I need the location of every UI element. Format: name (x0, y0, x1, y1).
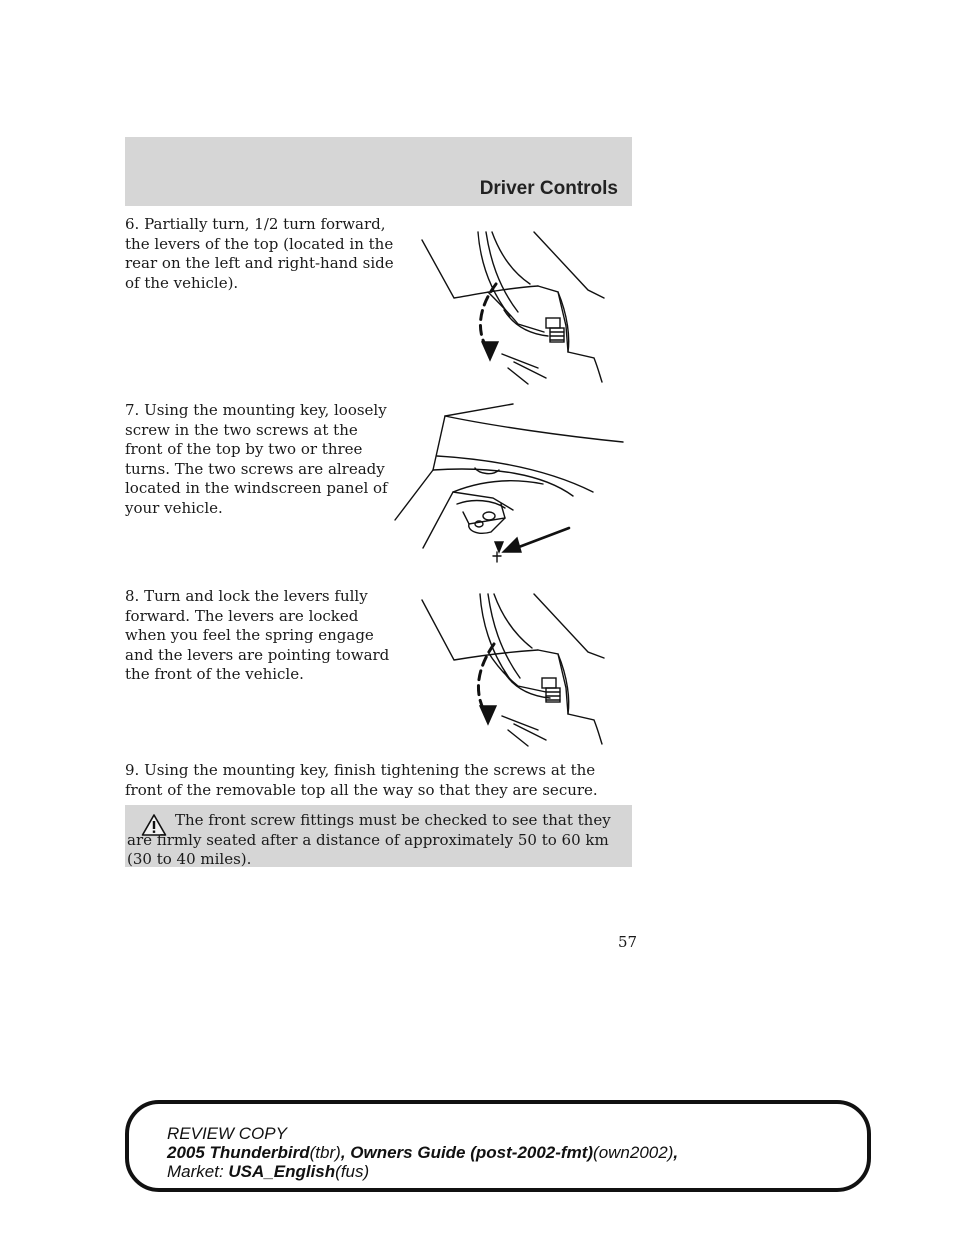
lever-figure-step-6 (418, 228, 608, 388)
warning-text: The front screw fittings must be checked to see that they are firmly seated after a distance of approximately 50 to 60 km (30 to 40 miles). (127, 811, 611, 868)
footer-market-line (167, 1162, 678, 1181)
step-8-text: 8. Turn and lock the levers fully forward. The levers are locked when you feel the spring engage and the levers are pointing toward the front of the vehicle. (125, 587, 390, 683)
warning-box (125, 805, 632, 867)
lever-figure-step-8 (418, 592, 608, 752)
screw-figure-step-7 (393, 400, 628, 575)
step-6-text: 6. Partially turn, 1/2 turn forward, the levers of the top (located in the rear on the left and right-hand side of the vehicle). (125, 215, 394, 292)
footer-sep-1: , (340, 1143, 351, 1162)
footer-market-code: (fus) (335, 1162, 370, 1181)
page-number: 57 (618, 933, 638, 951)
section-title: Driver Controls (479, 178, 618, 199)
footer-product-line (167, 1143, 678, 1162)
footer-model-code: (tbr) (309, 1143, 341, 1162)
footer-sep-2: , (673, 1143, 679, 1162)
footer-market: USA_English (228, 1162, 336, 1181)
section-header-band (125, 137, 632, 206)
footer-review-line: REVIEW COPY (167, 1124, 287, 1143)
review-copy-footer (125, 1100, 871, 1192)
step-7-text: 7. Using the mounting key, loosely screw in the two screws at the front of the top by two or three turns. The two screws are already located in the windscreen panel of your vehicle. (125, 401, 388, 517)
footer-guide: Owners Guide (post-2002-fmt) (350, 1143, 594, 1162)
footer-guide-code: (own2002) (593, 1143, 674, 1162)
step-9-text: 9. Using the mounting key, finish tightening the screws at the front of the removable top all the way so that they are secure. (125, 761, 598, 799)
footer-market-label: Market: (167, 1162, 229, 1181)
footer-model: 2005 Thunderbird (167, 1143, 310, 1162)
